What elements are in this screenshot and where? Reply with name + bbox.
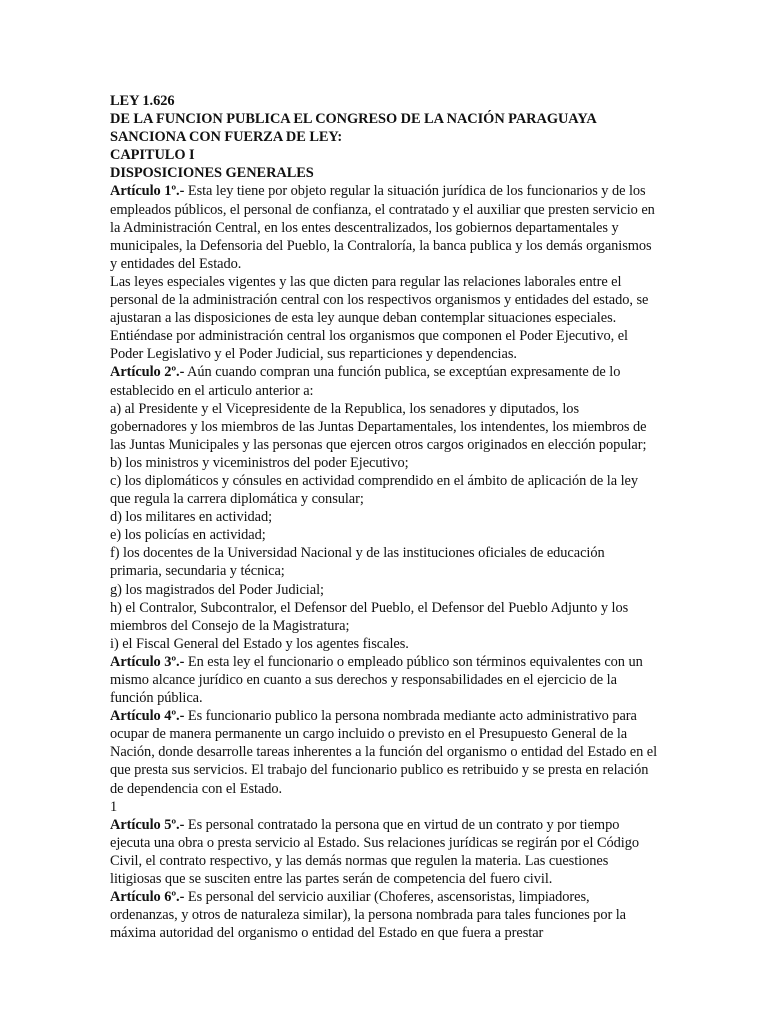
article-4-text: Es funcionario publico la persona nombrada mediante acto administrativo para ocupar de manera permanente un cargo incluido o previsto en el Presupuesto General de la Nación, donde desarrolle tareas inherentes a la función del organismo o entidad del Estado en el que presta sus servicios. El trabajo del funcionario publico es retribuido y se presta en relación de dependencia con el Estado. [110,708,658,797]
article-1 [110,182,658,272]
article-2-item-e: e) los policías en actividad; [110,527,266,544]
article-6-text: Es personal del servicio auxiliar (Choferes, ascensoristas, limpiadores, ordenanzas, y otros de naturaleza similar), la persona nombrada para tales funciones por la máxima autoridad del organismo o entidad del Estado en que fuera a prestar [110,889,626,942]
article-2-item-i: i) el Fiscal General del Estado y los agentes fiscales. [110,635,409,652]
law-title-line-1: DE LA FUNCION PUBLICA EL CONGRESO DE LA NACIÓN PARAGUAYA [110,111,597,128]
article-2-text: Aún cuando compran una función publica, se exceptúan expresamente de lo establecido en el articulo anterior a: [110,364,621,399]
article-1-label: Artículo 1º.- [110,183,185,200]
article-2-item-b: b) los ministros y viceministros del poder Ejecutivo; [110,454,409,471]
article-4 [110,707,658,797]
article-2-item-h: h) el Contralor, Subcontralor, el Defensor del Pueblo, el Defensor del Pueblo Adjunto y los miembros del Consejo de la Magistratura; [110,599,629,634]
article-3-text: En esta ley el funcionario o empleado público son términos equivalentes con un mismo alcance jurídico en cuanto a sus derechos y responsabilidades en el ejercicio de la función pública. [110,653,643,707]
law-number: LEY 1.626 [110,93,175,109]
article-1-paragraph-3: Entiéndase por administración central los organismos que componen el Poder Ejecutivo, el Poder Legislativo y el Poder Judicial, sus reparticiones y dependencias. [110,328,628,363]
article-3-label: Artículo 3º.- [110,653,185,670]
article-1-text: Esta ley tiene por objeto regular la situación jurídica de los funcionarios y de los empleados públicos, el personal de confianza, el contratado y el auxiliar que presten servicio en la Administración Central, en los entes descentralizados, los gobiernos departamentales y municipales, la Defensoria del Pueblo, la Contraloría, la banca publica y los demás organismos y entidades del Estado. [110,183,655,272]
chapter-heading: CAPITULO I [110,147,195,164]
article-2-item-c: c) los diplomáticos y cónsules en actividad comprendido en el ámbito de aplicación de la ley que regula la carrera diplomática y consular; [110,472,638,508]
page-number: 1 [110,798,118,815]
article-6-label: Artículo 6º.- [110,889,185,906]
article-2-item-f: f) los docentes de la Universidad Nacional y de las instituciones oficiales de educación primaria, secundaria y técnica; [110,545,605,580]
article-5 [110,816,658,888]
article-2-item-d: d) los militares en actividad; [110,509,273,526]
article-2-item-g: g) los magistrados del Poder Judicial; [110,581,324,598]
article-2 [110,363,658,399]
article-2-item-a: a) al Presidente y el Vicepresidente de la Republica, los senadores y diputados, los gobernadores y los miembros de las Juntas Departamentales, los intendentes, los miembros de las Juntas Municipales y las personas que ejercen otros cargos originados en elección popular; [110,400,647,453]
law-title-line-2: SANCIONA CON FUERZA DE LEY: [110,129,343,146]
article-1-paragraph-2: Las leyes especiales vigentes y las que dicten para regular las relaciones laborales entre el personal de la administración central con los respectivos organismos y entidades del estado, se ajustaran a las disposiciones de esta ley aunque deban contemplar situaciones especiales. [110,273,649,327]
article-6 [110,888,658,942]
article-4-label: Artículo 4º.- [110,708,185,725]
document-body [110,92,658,942]
article-5-text: Es personal contratado la persona que en virtud de un contrato y por tiempo ejecuta una obra o presta servicio al Estado. Sus relaciones jurídicas se regirán por el Código Civil, el contrato respectivo, y las demás normas que regulen la materia. Las cuestiones litigiosas que se susciten entre las partes serán de competencia del fuero civil. [110,816,639,888]
article-5-label: Artículo 5º.- [110,816,185,833]
article-3 [110,653,658,707]
chapter-title: DISPOSICIONES GENERALES [110,165,314,182]
article-2-label: Artículo 2º.- [110,364,185,381]
